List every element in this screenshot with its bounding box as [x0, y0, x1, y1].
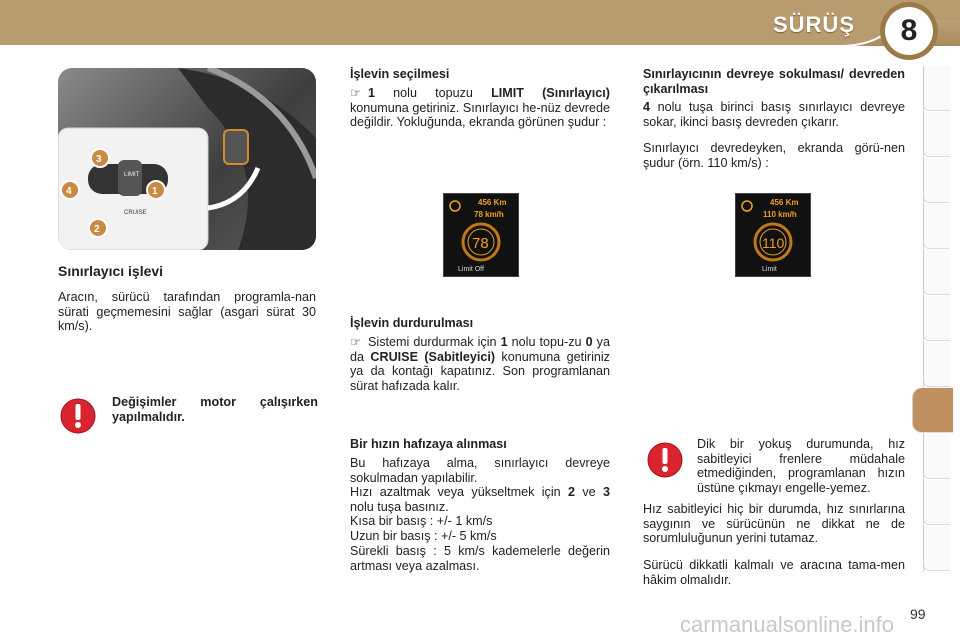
stop-instructions: [350, 335, 610, 393]
chapter-tabs: [923, 66, 950, 572]
responsibility-text: Hız sabitleyici hiç bir durumda, hız sınırlarına saygının ve sürücünün ne dikkat ne de sorumluluğunun yerini tutamaz.: [643, 502, 905, 545]
select-text-c: konumuna getiriniz. Sınırlayıcı he-nüz devrede değildir. Yokluğunda, ekranda görünen şudur :: [350, 100, 610, 129]
select-num: 1: [368, 86, 376, 100]
finger-bullet: ☞: [350, 335, 362, 349]
page-number: 99: [910, 606, 926, 622]
select-instructions: [350, 86, 610, 130]
chapter-tab[interactable]: [923, 158, 950, 203]
photo-label-cruise: CRUISE: [124, 210, 147, 216]
chapter-tab[interactable]: [923, 204, 950, 249]
section-title: SÜRÜŞ: [772, 12, 855, 37]
display1-dial: 78: [472, 235, 489, 252]
display2-km: 456 Km: [770, 198, 799, 207]
warning-icon: [647, 442, 683, 478]
mem-num-2: 2: [567, 485, 575, 499]
chapter-tab[interactable]: [923, 526, 950, 571]
callout-2: 2: [94, 224, 100, 235]
stop-num: 1: [500, 335, 508, 349]
photo-label-limit: LIMIT: [124, 172, 140, 178]
heading-activating-limiter: Sınırlayıcının devreye sokulması/ devreden çıkarılması: [643, 67, 905, 96]
driver-attention-text: Sürücü dikkatli kalmalı ve aracına tama-men hâkim olmalıdır.: [643, 558, 905, 587]
stop-text-a: Sistemi durdurmak için: [368, 335, 501, 349]
heading-stopping-function: İşlevin durdurulması: [350, 316, 474, 330]
activation-text-a: nolu tuşa birinci basış sınırlayıcı devreye sokar, ikinci basış devreden çıkarır.: [643, 100, 905, 129]
chapter-tab[interactable]: [923, 480, 950, 525]
chapter-tab[interactable]: [923, 66, 950, 111]
chapter-tab[interactable]: [923, 342, 950, 387]
activation-num: 4: [643, 100, 651, 114]
chapter-tab-active[interactable]: [912, 388, 953, 433]
heading-limiter-function: Sınırlayıcı işlevi: [58, 263, 164, 279]
memorise-short-press: Kısa bir basış : +/- 1 km/s: [350, 514, 493, 528]
warning-icon: [60, 398, 96, 434]
select-limit-label: LIMIT (Sınırlayıcı): [491, 86, 611, 100]
display-limit-active: [735, 193, 811, 277]
active-display-text: Sınırlayıcı devredeyken, ekranda görü-nen şudur (örn. 110 km/s) :: [643, 141, 905, 170]
select-text-a: nolu topuzu: [375, 86, 492, 100]
display1-speed: 78 km/h: [474, 210, 504, 219]
memorise-continuous-press: Sürekli basış : 5 km/s kademelerle değerin artması veya azalması.: [350, 544, 610, 573]
mem-text-c: nolu tuşa basınız.: [350, 499, 449, 514]
mem-num-3: 3: [602, 485, 610, 499]
display2-mode: Limit: [762, 266, 777, 273]
memorise-text-1: Bu hafızaya alma, sınırlayıcı devreye sokulmadan yapılabilir.: [350, 456, 610, 485]
display1-km: 456 Km: [478, 198, 507, 207]
stop-text-b: nolu topu-zu: [507, 335, 586, 349]
display-limit-off: [443, 193, 519, 277]
heading-selecting-function: İşlevin seçilmesi: [350, 67, 450, 81]
warning-engine-running: Değişimler motor çalışırken yapılmalıdır.: [112, 395, 318, 424]
chapter-tab[interactable]: [923, 434, 950, 479]
memorise-long-press: Uzun bir basış : +/- 5 km/s: [350, 529, 497, 543]
stop-cruise-label: CRUISE (Sabitleyici): [370, 349, 496, 364]
chapter-badge: [880, 2, 938, 60]
chapter-tab[interactable]: [923, 250, 950, 295]
heading-memorising-speed: Bir hızın hafızaya alınması: [350, 437, 507, 451]
chapter-number: 8: [885, 7, 933, 55]
finger-bullet: ☞: [350, 86, 362, 100]
chapter-tab[interactable]: [923, 296, 950, 341]
stop-zero: 0: [585, 335, 593, 349]
display1-mode: Limit Off: [458, 266, 484, 273]
watermark: carmanualsonline.info: [680, 612, 895, 637]
mem-text-b: ve: [575, 485, 603, 499]
steering-stalk-photo: [58, 68, 316, 250]
mem-text-a: Hızı azaltmak veya yükseltmek için: [350, 485, 568, 499]
callout-3: 3: [96, 154, 102, 165]
warning-steep-slope: Dik bir yokuş durumunda, hız sabitleyici frenlere müdahale etmediğinden, programlanan hızın üstüne çıkmayı engelle-yemez.: [697, 437, 905, 495]
callout-1: 1: [152, 186, 158, 197]
display2-dial: 110: [762, 235, 785, 251]
stop-text-d: konumuna getiriniz ya da kontağı kapatınız. Son programlanan sürat hafızada kalır.: [350, 349, 610, 393]
stop-text-c: ya da: [350, 335, 610, 364]
chapter-tab[interactable]: [923, 112, 950, 157]
callout-4: 4: [66, 186, 72, 197]
activation-text: [643, 100, 905, 129]
display2-speed: 110 km/h: [763, 210, 797, 219]
memorise-text-2: [350, 485, 610, 514]
limiter-description: Aracın, sürücü tarafından programla-nan sürati geçmemesini sağlar (asgari sürat 30 km/s).: [58, 290, 316, 333]
